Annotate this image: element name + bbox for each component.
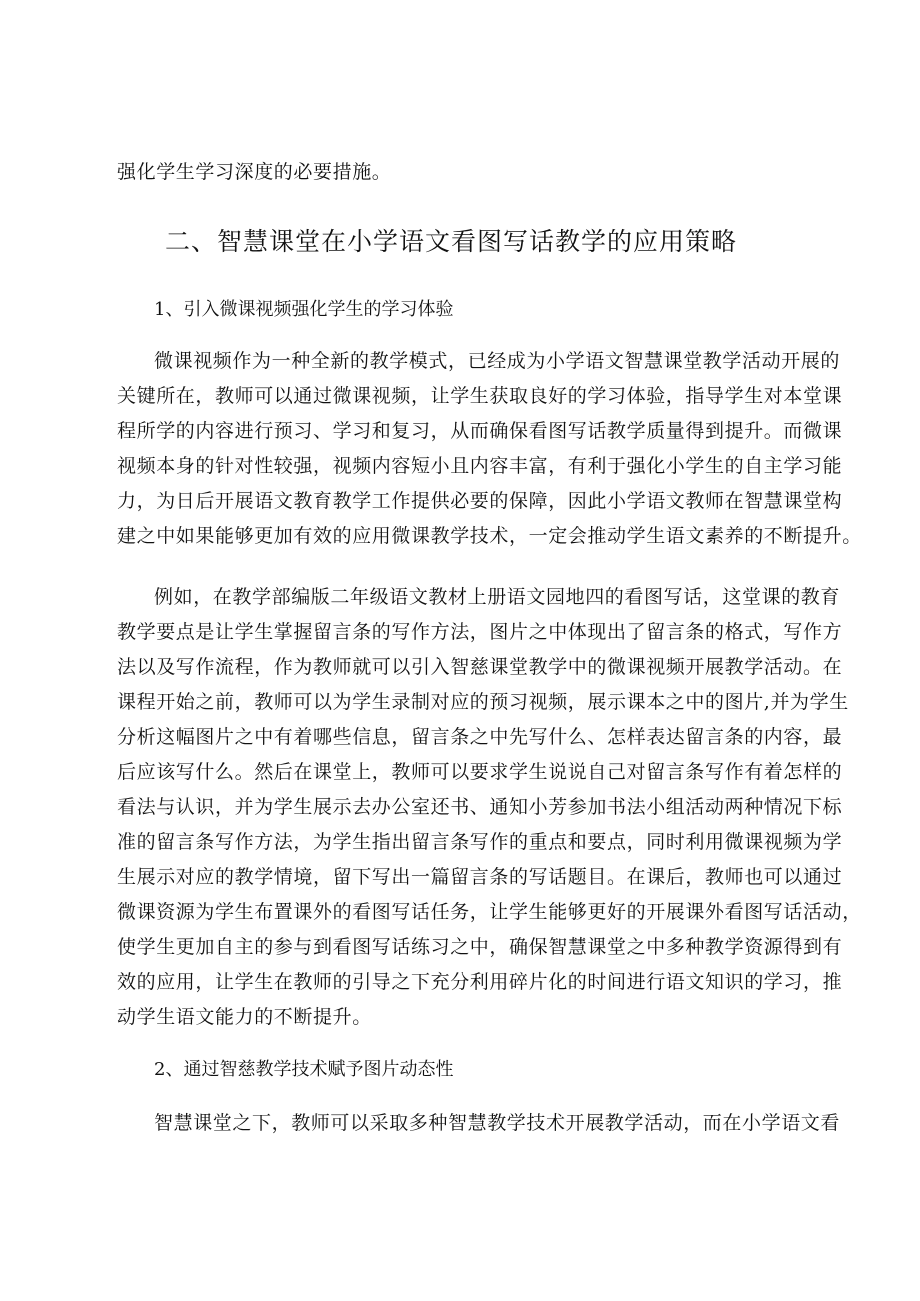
paragraph-line: 视频本身的针对性较强，视频内容短小且内容丰富，有利于强化小学生的自主学习能 <box>117 455 843 477</box>
paragraph-line: 微课资源为学生布置课外的看图写话任务，让学生能够更好的开展课外看图写话活动， <box>117 901 862 923</box>
paragraph-line: 教学要点是让学生掌握留言条的写作方法，图片之中体现出了留言条的格式，写作方 <box>117 621 843 643</box>
paragraph-line: 后应该写什么。然后在课堂上，教师可以要求学生说说自己对留言条写作有着怎样的 <box>117 761 843 783</box>
paragraph-line: 使学生更加自主的参与到看图写话练习之中，确保智慧课堂之中多种教学资源得到有 <box>117 936 843 958</box>
paragraph-line: 例如，在教学部编版二年级语文教材上册语文园地四的看图写话，这堂课的教育 <box>154 586 841 608</box>
paragraph-line: 动学生语文能力的不断提升。 <box>117 1006 372 1028</box>
paragraph-line: 准的留言条写作方法，为学生指出留言条写作的重点和要点，同时利用微课视频为学 <box>117 831 843 853</box>
paragraph-line: 建之中如果能够更加有效的应用微课教学技术，一定会推动学生语文素养的不断提升。 <box>117 525 862 547</box>
section-heading: 二、智慧课堂在小学语文看图写话教学的应用策略 <box>165 227 738 256</box>
paragraph-line: 课程开始之前，教师可以为学生录制对应的预习视频，展示课本之中的图片,并为学生 <box>117 691 849 713</box>
paragraph-line: 智慧课堂之下，教师可以采取多种智慧教学技术开展教学活动，而在小学语文看 <box>154 1112 841 1134</box>
paragraph-line: 力，为日后开展语文教育教学工作提供必要的保障，因此小学语文教师在智慧课堂构 <box>117 490 843 512</box>
paragraph-line: 效的应用，让学生在教师的引导之下充分利用碎片化的时间进行语文知识的学习，推 <box>117 971 843 993</box>
subheading-1: 1、引入微课视频强化学生的学习体验 <box>154 299 454 320</box>
subheading-2: 2、通过智慈教学技术赋予图片动态性 <box>154 1059 454 1080</box>
paragraph-line: 程所学的内容进行预习、学习和复习，从而确保看图写话教学质量得到提升。而微课 <box>117 420 843 442</box>
paragraph-line: 关键所在，教师可以通过微课视频，让学生获取良好的学习体验，指导学生对本堂课 <box>117 385 843 407</box>
paragraph-line: 法以及写作流程，作为教师就可以引入智慈课堂教学中的微课视频开展教学活动。在 <box>117 656 843 678</box>
paragraph-line: 微课视频作为一种全新的教学模式，已经成为小学语文智慧课堂教学活动开展的 <box>154 350 841 372</box>
paragraph-line: 生展示对应的教学情境，留下写出一篇留言条的写话题目。在课后，教师也可以通过 <box>117 866 843 888</box>
paragraph-line: 分析这幅图片之中有着哪些信息，留言条之中先写什么、怎样表达留言条的内容，最 <box>117 726 843 748</box>
paragraph-line: 看法与认识，并为学生展示去办公室还书、通知小芳参加书法小组活动两种情况下标 <box>117 796 843 818</box>
continuation-text: 强化学生学习深度的必要措施。 <box>117 161 392 183</box>
